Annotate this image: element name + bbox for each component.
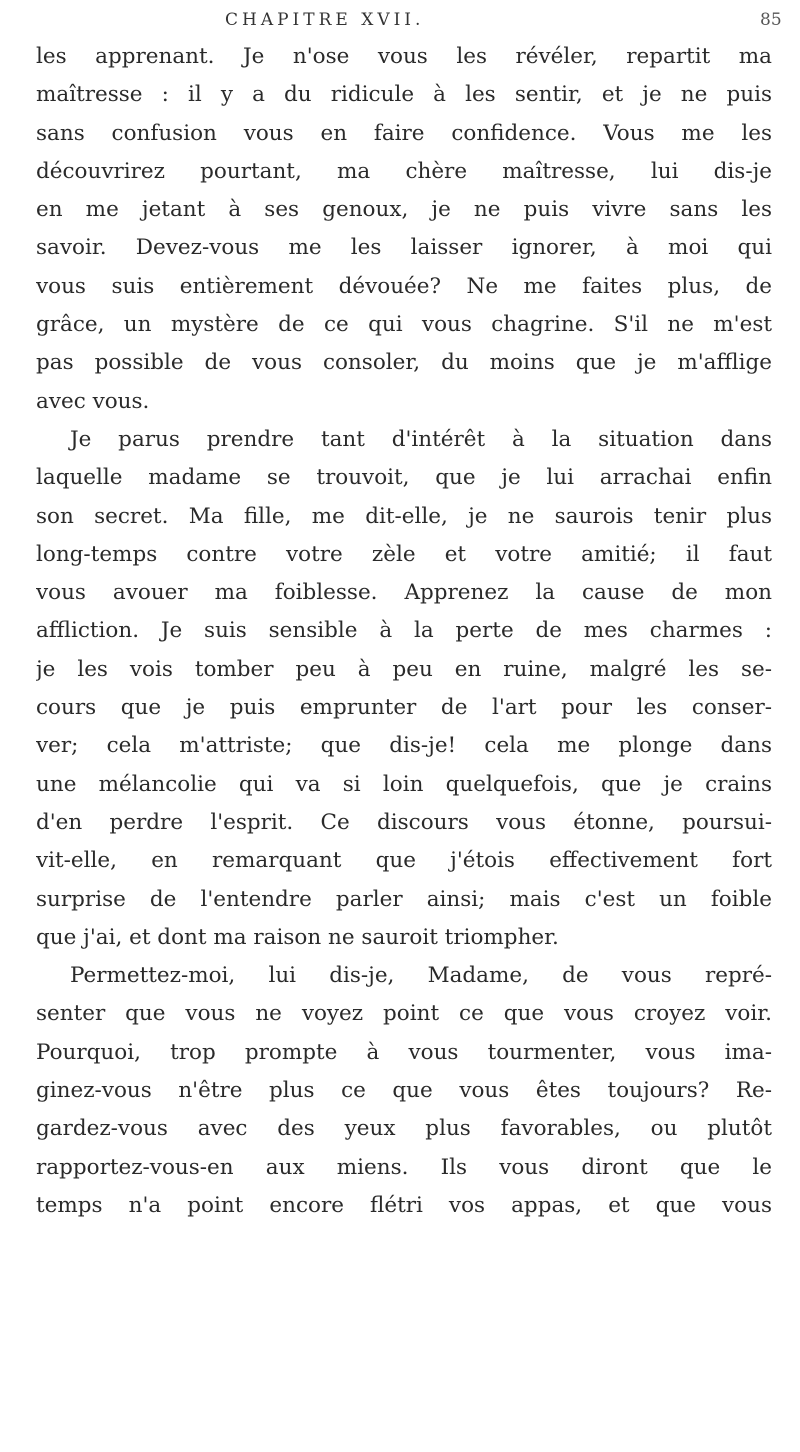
text-line: cours que je puis emprunter de l'art pour les conser- [36,695,772,721]
text-line: une mélancolie qui va si loin quelquefois, que je crains [36,771,772,797]
text-line: maîtresse : il y a du ridicule à les sentir, et je ne puis [36,82,772,108]
running-head [0,8,800,38]
text-line: vous suis entièrement dévouée? Ne me faites plus, de [36,273,772,299]
text-line: laquelle madame se trouvoit, que je lui arrachai enfin [36,465,772,491]
text-line: rapportez-vous-en aux miens. Ils vous diront que le [36,1154,772,1180]
text-line: temps n'a point encore flétri vos appas, et que vous [36,1192,772,1218]
text-line: Permettez-moi, lui dis-je, Madame, de vous repré- [70,963,772,989]
text-line: affliction. Je suis sensible à la perte de mes charmes : [36,618,772,644]
chapter-heading: CHAPITRE XVII. [225,10,425,30]
text-line: savoir. Devez-vous me les laisser ignorer, à moi qui [36,235,772,261]
text-line: surprise de l'entendre parler ainsi; mais c'est un foible [36,886,772,912]
text-line: vous avouer ma foiblesse. Apprenez la cause de mon [36,580,772,606]
text-line: ver; cela m'attriste; que dis-je! cela me plonge dans [36,733,772,759]
text-line: Pourquoi, trop prompte à vous tourmenter, vous ima- [36,1039,772,1065]
text-line: avec vous. [36,388,150,414]
text-line: ginez-vous n'être plus ce que vous êtes toujours? Re- [36,1078,772,1104]
text-line: que j'ai, et dont ma raison ne sauroit triompher. [36,924,559,950]
text-line: en me jetant à ses genoux, je ne puis vivre sans les [36,197,772,223]
text-line: découvrirez pourtant, ma chère maîtresse, lui dis-je [36,158,772,184]
page-number: 85 [760,10,782,30]
text-line: senter que vous ne voyez point ce que vous croyez voir. [36,1001,772,1027]
text-line: les apprenant. Je n'ose vous les révéler, repartit ma [36,44,772,69]
text-line: vit-elle, en remarquant que j'étois effectivement fort [36,848,772,874]
text-line: long-temps contre votre zèle et votre amitié; il faut [36,541,772,567]
text-line: je les vois tomber peu à peu en ruine, malgré les se- [36,656,772,682]
text-line: Je parus prendre tant d'intérêt à la situation dans [70,426,772,452]
text-line: d'en perdre l'esprit. Ce discours vous étonne, poursui- [36,809,772,835]
body-text [36,38,772,1225]
text-line: grâce, un mystère de ce qui vous chagrine. S'il ne m'est [36,312,772,338]
text-line: sans confusion vous en faire confidence. Vous me les [36,120,772,146]
text-line: pas possible de vous consoler, du moins que je m'afflige [36,350,772,376]
text-line: son secret. Ma fille, me dit-elle, je ne saurois tenir plus [36,503,772,529]
text-line: gardez-vous avec des yeux plus favorables, ou plutôt [36,1116,772,1142]
